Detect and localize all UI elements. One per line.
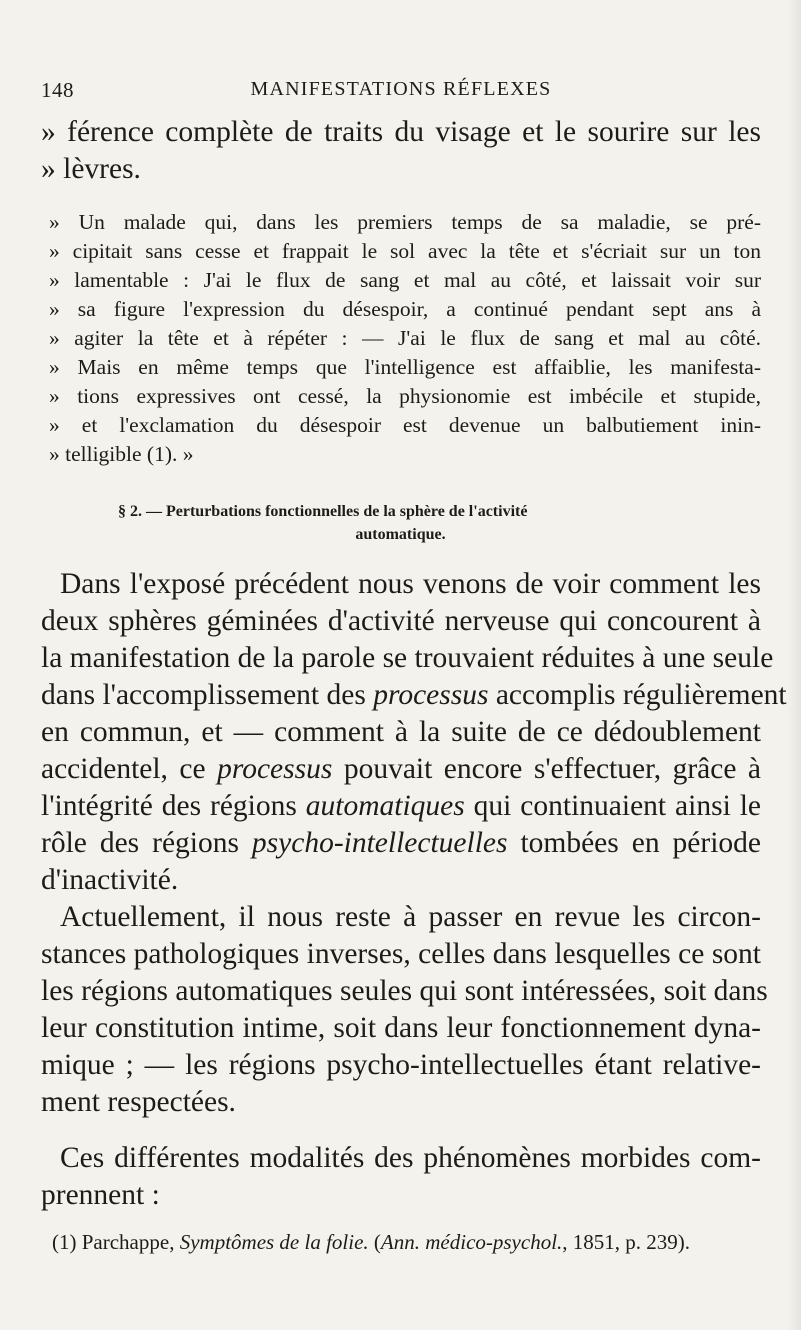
emphasis-processus: processus <box>217 753 333 785</box>
paragraph-1-line-4: dans l'accomplissement des processus accomplis régulièrement <box>41 679 787 711</box>
footnote: (1) Parchappe, Symptômes de la folie. (Ann. médico-psychol., 1851, p. 239). <box>52 1230 691 1254</box>
paragraph-3-line-2: prennent : <box>41 1179 160 1211</box>
paragraph-1-line-1: Dans l'exposé précédent nous venons de voir comment les <box>60 568 761 600</box>
section-heading: § 2. — Perturbations fonctionnelles de la sphère de l'activité <box>118 503 528 520</box>
quote-line-2: » cipitait sans cesse et frappait le sol avec la tête et s'écriait sur un ton <box>49 239 761 263</box>
intro-line-1: » férence complète de traits du visage et le sourire sur les <box>41 116 761 148</box>
paragraph-1-line-7: l'intégrité des régions automatiques qui continuaient ainsi le <box>41 790 761 822</box>
intro-line-2: » lèvres. <box>41 153 141 185</box>
paragraph-2-line-3: les régions automatiques seules qui sont intéressées, soit dans <box>41 975 768 1007</box>
quote-line-3: » lamentable : J'ai le flux de sang et mal au côté, et laissait voir sur <box>49 268 761 292</box>
running-title: MANIFESTATIONS RÉFLEXES <box>250 78 552 100</box>
paragraph-1-line-2: deux sphères géminées d'activité nerveuse qui concourent à <box>41 605 761 637</box>
paragraph-1-line-5: en commun, et — comment à la suite de ce dédoublement <box>41 716 761 748</box>
emphasis-psycho-intellectuelles: psycho-intellectuelles <box>251 827 508 859</box>
quote-line-5: » agiter la tête et à répéter : — J'ai le flux de sang et mal au côté. <box>49 326 761 350</box>
paragraph-3-line-1: Ces différentes modalités des phénomènes morbides com- <box>60 1142 761 1174</box>
emphasis-automatiques: automatiques <box>305 790 465 822</box>
paragraph-2-line-6: ment respectées. <box>41 1086 236 1118</box>
quote-line-9: » telligible (1). » <box>49 442 194 466</box>
paragraph-1-line-9: d'inactivité. <box>41 864 179 896</box>
quote-line-1: » Un malade qui, dans les premiers temps de sa maladie, se pré- <box>49 210 761 234</box>
paragraph-2-line-2: stances pathologiques inverses, celles dans lesquelles ce sont <box>41 938 761 970</box>
quote-line-7: » tions expressives ont cessé, la physionomie est imbécile et stupide, <box>49 384 761 408</box>
quote-line-8: » et l'exclamation du désespoir est devenue un balbutiement inin- <box>49 413 761 437</box>
page-number: 148 <box>41 78 74 102</box>
quote-line-4: » sa figure l'expression du désespoir, a continué pendant sept ans à <box>49 297 761 321</box>
page-header <box>41 78 761 102</box>
paragraph-2-line-5: mique ; — les régions psycho-intellectuelles étant relative- <box>41 1049 761 1081</box>
paragraph-1-line-3: la manifestation de la parole se trouvaient réduites à une seule <box>41 642 774 674</box>
section-heading-continued: automatique. <box>355 526 446 543</box>
paragraph-1-line-6: accidentel, ce processus pouvait encore s'effectuer, grâce à <box>41 753 761 785</box>
page-edge-shadow <box>787 0 801 1330</box>
paragraph-2-line-4: leur constitution intime, soit dans leur fonctionnement dyna- <box>41 1012 761 1044</box>
quote-line-6: » Mais en même temps que l'intelligence est affaiblie, les manifesta- <box>49 355 761 379</box>
footnote-title: Symptômes de la folie. <box>179 1230 369 1254</box>
emphasis-processus: processus <box>373 679 489 711</box>
footnote-journal: Ann. médico-psychol. <box>380 1230 563 1254</box>
paragraph-2-line-1: Actuellement, il nous reste à passer en revue les circon- <box>60 901 761 933</box>
paragraph-1-line-8: rôle des régions psycho-intellectuelles tombées en période <box>41 827 761 859</box>
